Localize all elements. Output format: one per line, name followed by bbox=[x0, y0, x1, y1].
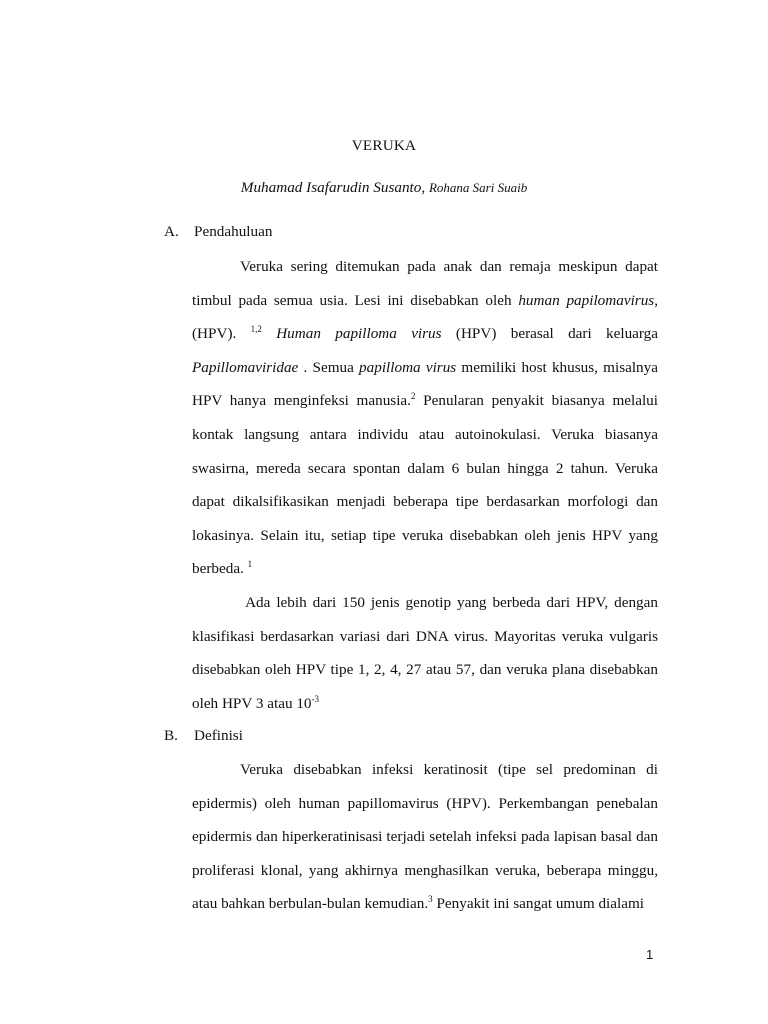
section-letter: A. bbox=[164, 223, 179, 240]
section-heading-b bbox=[164, 727, 243, 745]
author-primary: Muhamad Isafarudin Susanto, bbox=[240, 179, 426, 196]
citation: 2 bbox=[410, 391, 416, 402]
author-line bbox=[0, 179, 768, 197]
section-letter: B. bbox=[164, 727, 178, 744]
document-title: VERUKA bbox=[351, 137, 417, 154]
section-title: Definisi bbox=[194, 727, 243, 744]
author-secondary: Rohana Sari Suaib bbox=[428, 180, 528, 195]
citation: -3 bbox=[311, 693, 320, 704]
citation: 1,2 bbox=[250, 324, 262, 335]
section-heading-a bbox=[164, 223, 272, 241]
citation: 1 bbox=[247, 559, 253, 570]
paragraph-definition: Veruka disebabkan infeksi keratinosit (tipe sel predominan di epidermis) oleh human papillomavirus (HPV). Perkembangan penebalan epidermis dan hiperkeratinisasi terjadi setelah infeksi pada lapisan basal dan proliferasi klonal, yang akhirnya menghasilkan veruka, beberapa minggu, atau bahkan berbulan-bulan kemudian.$^3$ Penyakit ini sangat umum dialami bbox=[192, 761, 658, 913]
page-number: 1 bbox=[646, 947, 654, 962]
paragraph-intro-1: Veruka sering ditemukan pada anak dan remaja meskipun dapat timbul pada semua usia. Lesi ini disebabkan oleh human papilomavirus, (HPV). $^{1,2}$ Human papilloma virus (HPV) berasal dari keluarga Papillomaviridae . Semua papilloma virus memiliki host khusus, misalnya HPV hanya menginfeksi manusia.$^2$ Penularan penyakit biasanya melalui kontak langsung antara individu atau autoinokulasi. Veruka biasanya swasirna, mereda secara spontan dalam 6 bulan hingga 2 tahun. Veruka dapat dikalsifikasikan menjadi beberapa tipe berdasarkan morfologi dan lokasinya. Selain itu, setiap tipe veruka disebabkan oleh jenis HPV yang berbeda. $^1$ bbox=[192, 258, 659, 578]
paragraph-intro-2: Ada lebih dari 150 jenis genotip yang berbeda dari HPV, dengan klasifikasi berdasarkan variasi dari DNA virus. Mayoritas veruka vulgaris disebabkan oleh HPV tipe 1, 2, 4, 27 atau 57, dan veruka plana disebabkan oleh HPV 3 atau $10^{-3}$ bbox=[192, 594, 658, 712]
section-title: Pendahuluan bbox=[194, 223, 273, 240]
citation: 3 bbox=[428, 894, 433, 905]
